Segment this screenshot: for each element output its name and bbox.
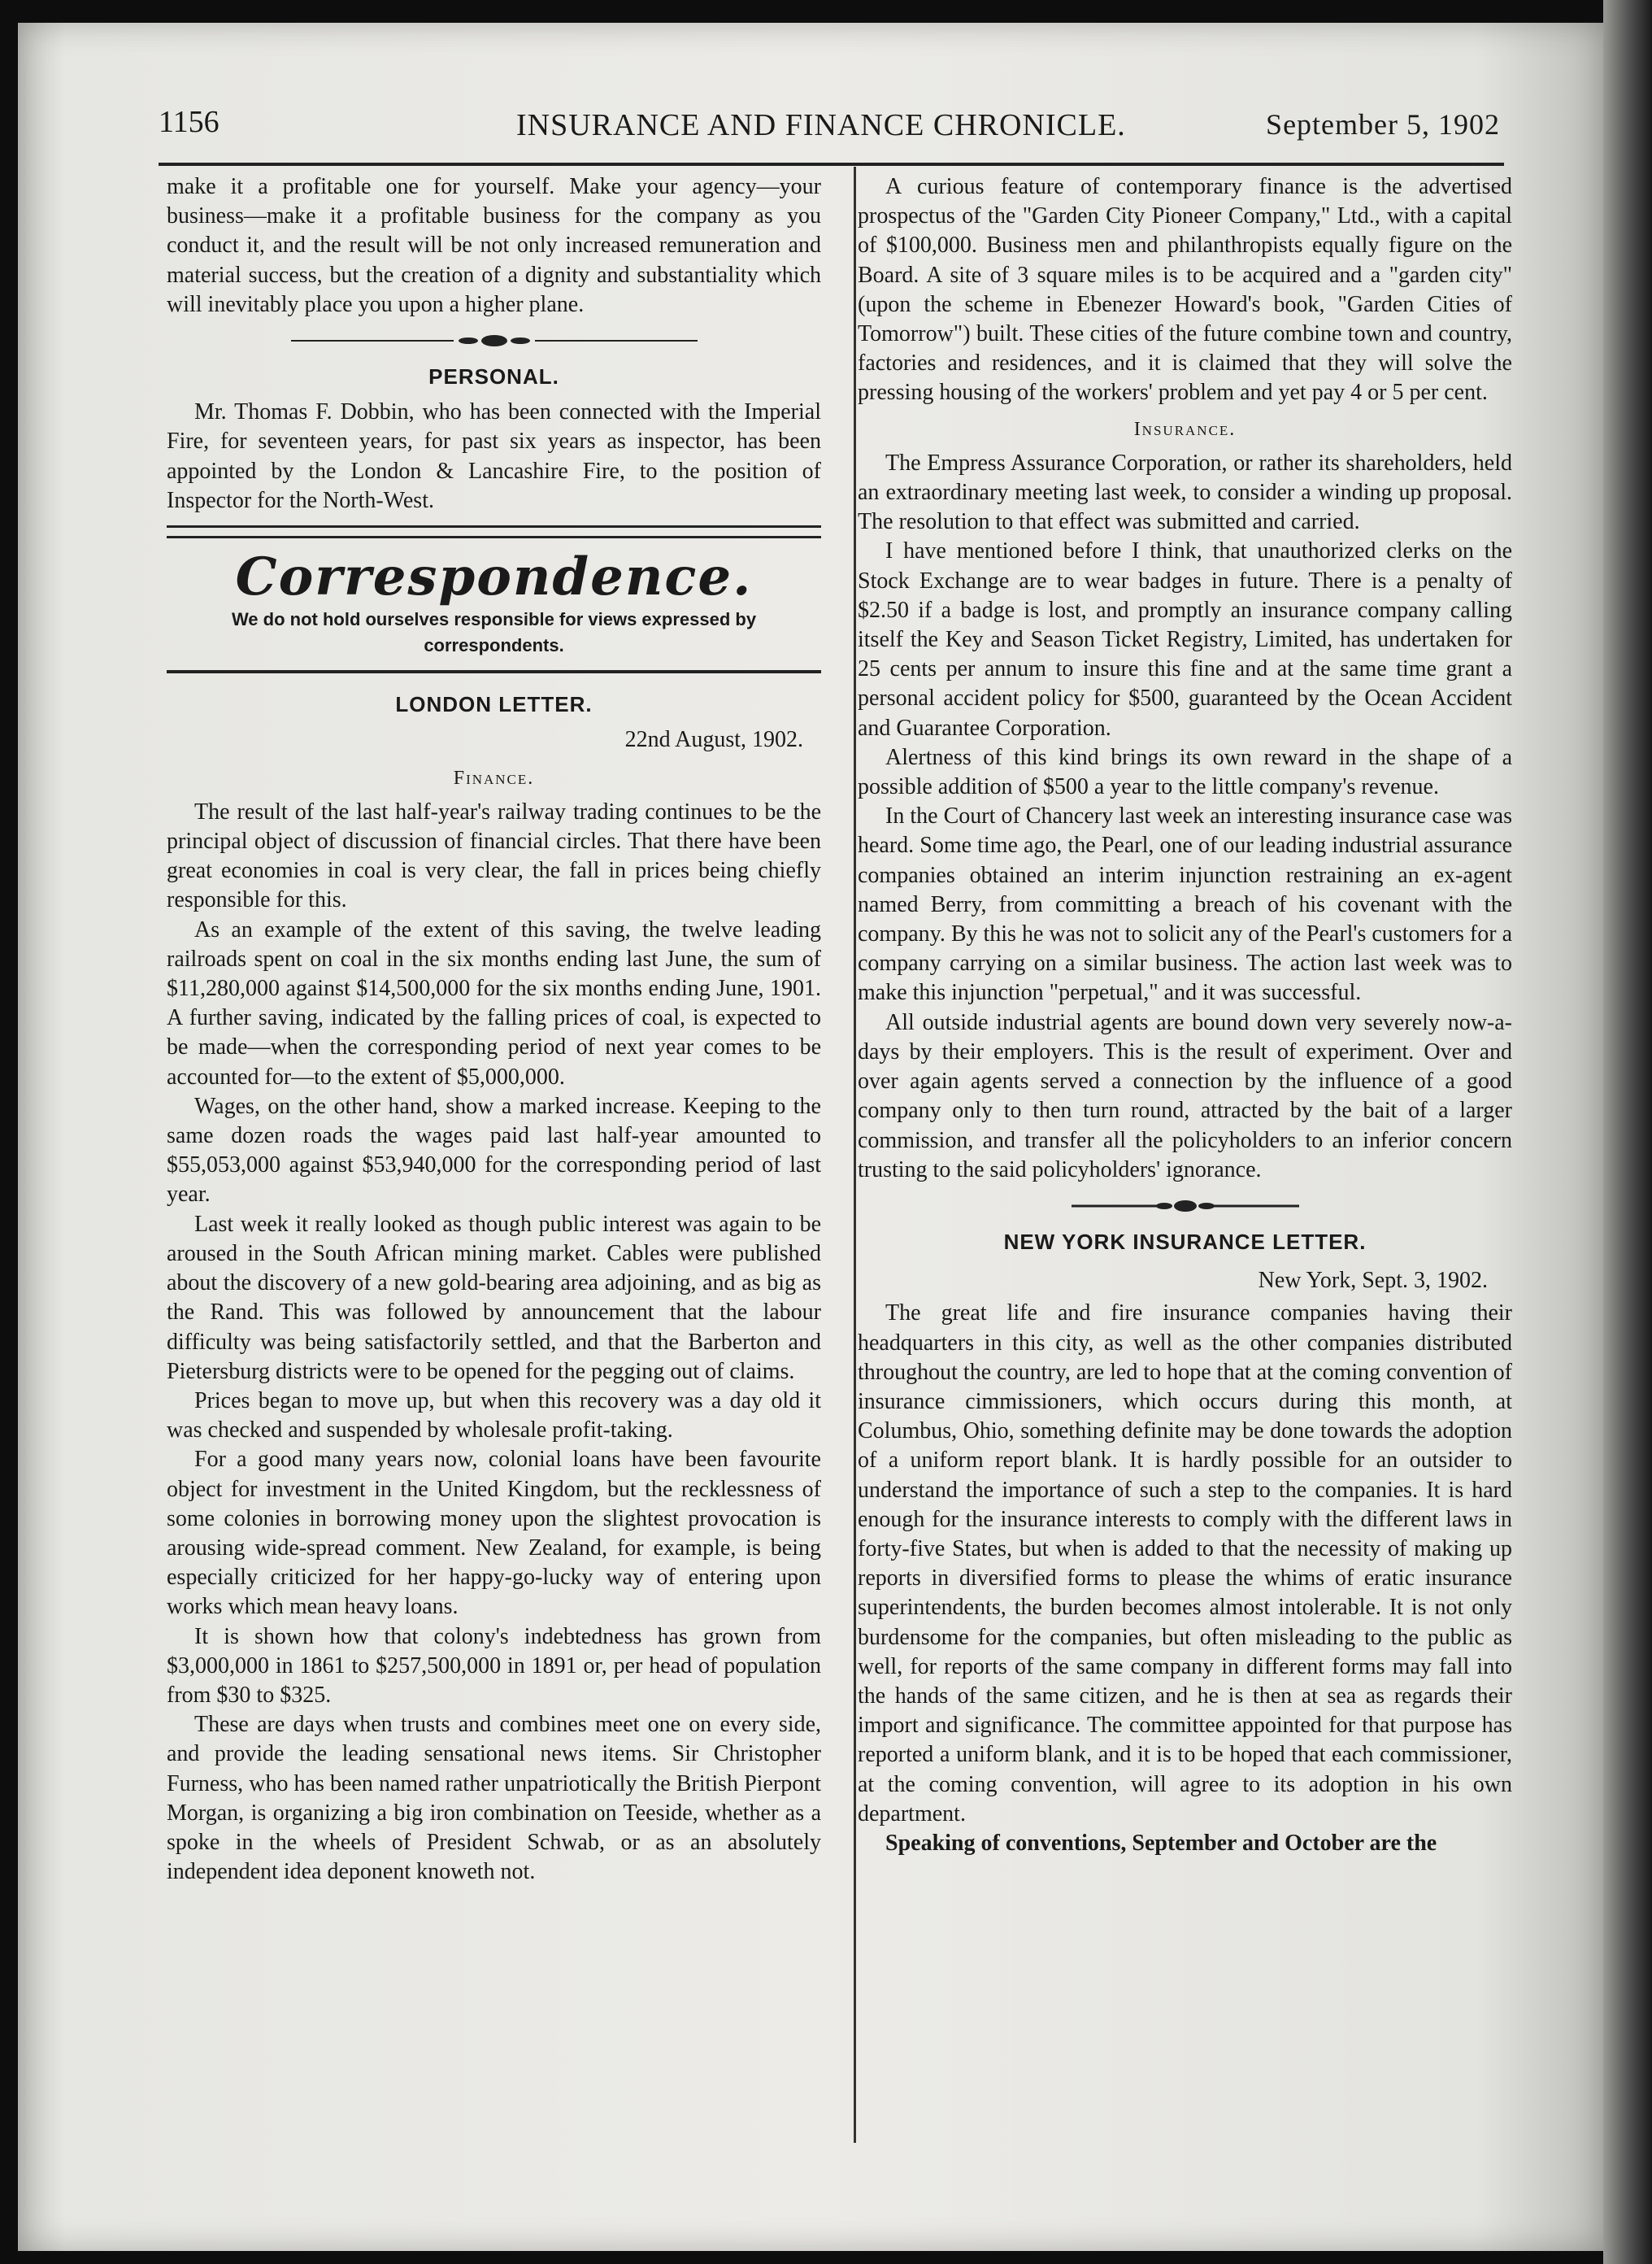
paragraph: For a good many years now, colonial loans have been favourite object for investment in the United Kingdom, but the recklessness of some colonies in borrowing money upon the slightest provocation is arousing wide-spread comment. New Zealand, for example, is being especially criticized for her happy-go-lucky way of entering upon works which mean heavy loans. bbox=[167, 1447, 821, 1620]
paragraph: The Empress Assurance Corporation, or rather its shareholders, held an extraordinary meeting last week, to consider a winding up proposal. The resolution to that effect was submitted and carried. bbox=[858, 450, 1512, 535]
personal-paragraph: Mr. Thomas F. Dobbin, who has been connected with the Imperial Fire, for seventeen years, for past six years as inspector, has been appointed by the London & Lancashire Fire, to the position of Inspector for the North-West. bbox=[167, 399, 821, 513]
finance-subheading: Finance. bbox=[453, 767, 535, 789]
page-binding-edge bbox=[1603, 0, 1652, 2264]
left-column bbox=[167, 172, 821, 1887]
page-header bbox=[159, 104, 1500, 153]
paragraph: Alertness of this kind brings its own reward in the shape of a possible addition of $500 a year to the little company's revenue. bbox=[858, 744, 1512, 800]
paragraph: All outside industrial agents are bound down very severely now-a-days by their employers. This is the result of experiment. Over and over again agents served a connection by the influence of a good company only to then turn round, attracted by the bait of a larger commission, and transfer all the policyholders to an inferior concern trusting to the said policyholders' ignorance. bbox=[858, 1009, 1512, 1182]
section-ornament bbox=[275, 331, 714, 350]
paragraph: I have mentioned before I think, that unauthorized clerks on the Stock Exchange are to wear badges in future. There is a penalty of $2.50 if a badge is lost, and promptly an insurance company calling itself the Key and Season Ticket Registry, Limited, has undertaken for 25 cents per annum to insure this fine and at the same time grant a personal accident policy for $500, guaranteed by the Ocean Accident and Guarantee Corporation. bbox=[858, 538, 1512, 741]
insurance-subheading: Insurance. bbox=[1133, 418, 1237, 440]
paragraph: Speaking of conventions, September and October are the bbox=[885, 1830, 1437, 1856]
paragraph: Wages, on the other hand, show a marked increase. Keeping to the same dozen roads the wages paid last half-year amounted to $55,053,000 against $53,940,000 for the corresponding period of last year. bbox=[167, 1093, 821, 1208]
paragraph: As an example of the extent of this saving, the twelve leading railroads spent on coal in the six months ending last June, the sum of $11,280,000 against $14,500,000 for the six months ending June, 1901. A further saving, indicated by the falling prices of coal, is expected to be made—when the corresponding period of next year comes to be accounted for—to the extent of $5,000,000. bbox=[167, 916, 821, 1090]
paragraph: Prices began to move up, but when this recovery was a day old it was checked and suspended by wholesale profit-taking. bbox=[167, 1387, 821, 1443]
paragraph: It is shown how that colony's indebtedness has grown from $3,000,000 in 1861 to $257,500,000 in 1891 or, per head of population from $30 to $325. bbox=[167, 1623, 821, 1708]
ny-letter-date: New York, Sept. 3, 1902. bbox=[1258, 1268, 1488, 1294]
issue-date: September 5, 1902 bbox=[1266, 108, 1500, 141]
paragraph: These are days when trusts and combines meet one on every side, and provide the leading sensational news items. Sir Christopher Furness, who has been named rather unpatriotically the British Pierpont Morgan, is organizing a big iron combination on Teeside, whether as a spoke in the wheels of President Schwab, or as an absolutely independent idea deponent knoweth not. bbox=[167, 1712, 821, 1885]
paragraph: The result of the last half-year's railway trading continues to be the principal object of discussion of financial circles. That there have been great economies in coal is very clear, the fall in prices being chiefly responsible for this. bbox=[167, 799, 821, 913]
paragraph: Last week it really looked as though public interest was again to be aroused in the South African mining market. Cables were published about the discovery of a new gold-bearing area adjoining, and as big as the Rand. This was followed by announcement that the labour difficulty was being satisfactorily settled, and that the Barberton and Pietersburg districts were to be opened for the pegging out of claims. bbox=[167, 1211, 821, 1384]
section-ornament bbox=[1063, 1196, 1307, 1216]
page-number: 1156 bbox=[159, 105, 220, 139]
section-rule bbox=[167, 670, 821, 673]
intro-paragraph: make it a profitable one for yourself. Make your agency—your business—make it a profitable business for the company as you conduct it, and the result will be not only increased remuneration and material success, but the creation of a dignity and substantiality which will inevitably place you upon a higher plane. bbox=[167, 174, 821, 317]
paragraph: The great life and fire insurance companies having their headquarters in this city, as well as the other companies distributed throughout the country, are led to hope that at the coming convention of insurance cimmissioners, which occurs during this month, at Columbus, Ohio, something definite may be done towards the adoption of a uniform report blank. It is hardly possible for an outsider to understand the importance of such a step to the companies. It is hard enough for the insurance interests to comply with the different laws in forty-five States, but when is added to that the necessity of making up reports in diversified forms to please the whims of eratic insurance superintendents, the burden becomes almost intolerable. It is not only burdensome for the companies, but often misleading to the public as well, for reports of the same company in different forms may fall into the hands of the same citizen, and he is then at sea as regards their import and significance. The committee appointed for that purpose has reported a uniform blank, and it is to be hoped that each commissioner, at the coming convention, will agree to its adoption in his own department. bbox=[858, 1300, 1512, 1826]
london-letter-date: 22nd August, 1902. bbox=[624, 727, 803, 753]
header-rule bbox=[159, 163, 1504, 166]
right-column bbox=[858, 172, 1512, 1858]
london-letter-heading: LONDON LETTER. bbox=[395, 692, 593, 717]
personal-heading: PERSONAL. bbox=[428, 364, 559, 390]
paragraph: In the Court of Chancery last week an interesting insurance case was heard. Some time ago, the Pearl, one of our leading industrial assurance companies obtained an interim injunction restraining an ex-agent named Berry, from committing a breach of his covenant with the company. By this he was not to solicit any of the Pearl's customers for a company carrying on a similar business. The action last week was to make this injunction "perpetual," and it was successful. bbox=[858, 803, 1512, 1006]
publication-title: INSURANCE AND FINANCE CHRONICLE. bbox=[516, 108, 1126, 142]
paragraph: A curious feature of contemporary finance is the advertised prospectus of the "Garden City Pioneer Company," Ltd., with a capital of $100,000. Business men and philanthropists equally figure on the Board. A site of 3 square miles is to be acquired and a "garden city" (upon the scheme in Ebenezer Howard's book, "Garden Cities of Tomorrow") built. These cities of the future combine town and country, factories and residences, and it is claimed that they will solve the pressing housing of the workers' problem and yet pay 4 or 5 per cent. bbox=[858, 174, 1512, 406]
correspondence-title: Correspondence. bbox=[235, 546, 753, 608]
double-rule bbox=[167, 525, 821, 538]
disclaimer: We do not hold ourselves responsible for views expressed by correspondents. bbox=[231, 609, 757, 656]
ny-letter-heading: NEW YORK INSURANCE LETTER. bbox=[1003, 1229, 1367, 1254]
column-divider bbox=[854, 167, 856, 2143]
